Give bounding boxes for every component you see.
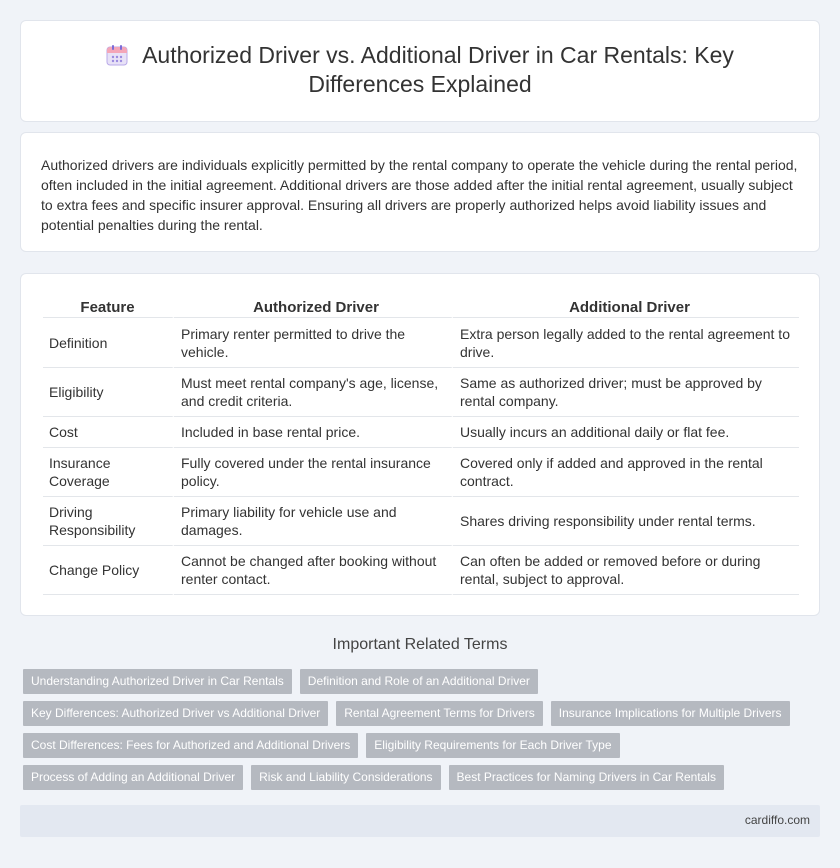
page-title-text: Authorized Driver vs. Additional Driver in Car Rentals: Key Differences Explained bbox=[142, 42, 734, 97]
related-tag[interactable]: Risk and Liability Considerations bbox=[251, 765, 440, 790]
row-authorized-cell: Fully covered under the rental insurance policy. bbox=[174, 448, 453, 497]
row-feature-cell: Cost bbox=[43, 417, 174, 448]
table-row bbox=[43, 417, 799, 448]
row-authorized-cell: Included in base rental price. bbox=[174, 417, 453, 448]
row-additional-cell: Shares driving responsibility under rental terms. bbox=[453, 497, 799, 546]
row-feature-cell: Eligibility bbox=[43, 368, 174, 417]
row-authorized-cell: Must meet rental company's age, license, and credit criteria. bbox=[174, 368, 453, 417]
related-terms-heading: Important Related Terms bbox=[332, 636, 508, 653]
related-tags-row bbox=[23, 701, 790, 726]
header-authorized-driver: Authorized Driver bbox=[174, 297, 453, 318]
calendar-icon bbox=[106, 44, 128, 66]
related-tag[interactable]: Rental Agreement Terms for Drivers bbox=[336, 701, 543, 726]
comparison-table bbox=[43, 297, 799, 595]
intro-paragraph: Authorized drivers are individuals explicitly permitted by the rental company to operate the vehicle during the rental period, often included in the initial agreement. Additional drivers are those added after the initial rental agreement, usually subject to extra fees and specific insurer approval. Ensuring all drivers are properly authorized helps avoid liability issues and potential penalties during the rental. bbox=[41, 157, 798, 233]
row-feature-cell: Definition bbox=[43, 318, 174, 368]
related-tag[interactable]: Best Practices for Naming Drivers in Car Rentals bbox=[449, 765, 724, 790]
table-row bbox=[43, 448, 799, 497]
page-title-wrap bbox=[21, 41, 819, 99]
row-authorized-cell: Cannot be changed after booking without renter contact. bbox=[174, 546, 453, 595]
related-tag[interactable]: Key Differences: Authorized Driver vs Additional Driver bbox=[23, 701, 328, 726]
table-row bbox=[43, 318, 799, 368]
related-tag[interactable]: Process of Adding an Additional Driver bbox=[23, 765, 243, 790]
table-row bbox=[43, 497, 799, 546]
row-additional-cell: Extra person legally added to the rental agreement to drive. bbox=[453, 318, 799, 368]
table-header-row bbox=[43, 297, 799, 318]
intro-card bbox=[20, 132, 820, 252]
comparison-card bbox=[20, 273, 820, 616]
row-feature-cell: Insurance Coverage bbox=[43, 448, 174, 497]
footer-site-link[interactable]: cardiffo.com bbox=[744, 813, 810, 827]
related-tag[interactable]: Eligibility Requirements for Each Driver Type bbox=[366, 733, 619, 758]
row-additional-cell: Same as authorized driver; must be approved by rental company. bbox=[453, 368, 799, 417]
row-additional-cell: Can often be added or removed before or during rental, subject to approval. bbox=[453, 546, 799, 595]
title-card bbox=[20, 20, 820, 122]
table-row bbox=[43, 546, 799, 595]
related-tags-row bbox=[23, 765, 724, 790]
row-feature-cell: Change Policy bbox=[43, 546, 174, 595]
table-row bbox=[43, 368, 799, 417]
related-tag[interactable]: Insurance Implications for Multiple Drivers bbox=[551, 701, 790, 726]
related-tag[interactable]: Understanding Authorized Driver in Car Rentals bbox=[23, 669, 292, 694]
related-tags-row bbox=[23, 733, 620, 758]
row-feature-cell: Driving Responsibility bbox=[43, 497, 174, 546]
header-additional-driver: Additional Driver bbox=[453, 297, 799, 318]
related-tag[interactable]: Definition and Role of an Additional Driver bbox=[300, 669, 538, 694]
row-additional-cell: Covered only if added and approved in the rental contract. bbox=[453, 448, 799, 497]
related-tag[interactable]: Cost Differences: Fees for Authorized and Additional Drivers bbox=[23, 733, 358, 758]
related-tags-row bbox=[23, 669, 538, 694]
row-additional-cell: Usually incurs an additional daily or flat fee. bbox=[453, 417, 799, 448]
page-title bbox=[21, 41, 819, 99]
row-authorized-cell: Primary liability for vehicle use and damages. bbox=[174, 497, 453, 546]
header-feature: Feature bbox=[43, 297, 174, 318]
row-authorized-cell: Primary renter permitted to drive the vehicle. bbox=[174, 318, 453, 368]
footer-bar bbox=[20, 805, 820, 837]
